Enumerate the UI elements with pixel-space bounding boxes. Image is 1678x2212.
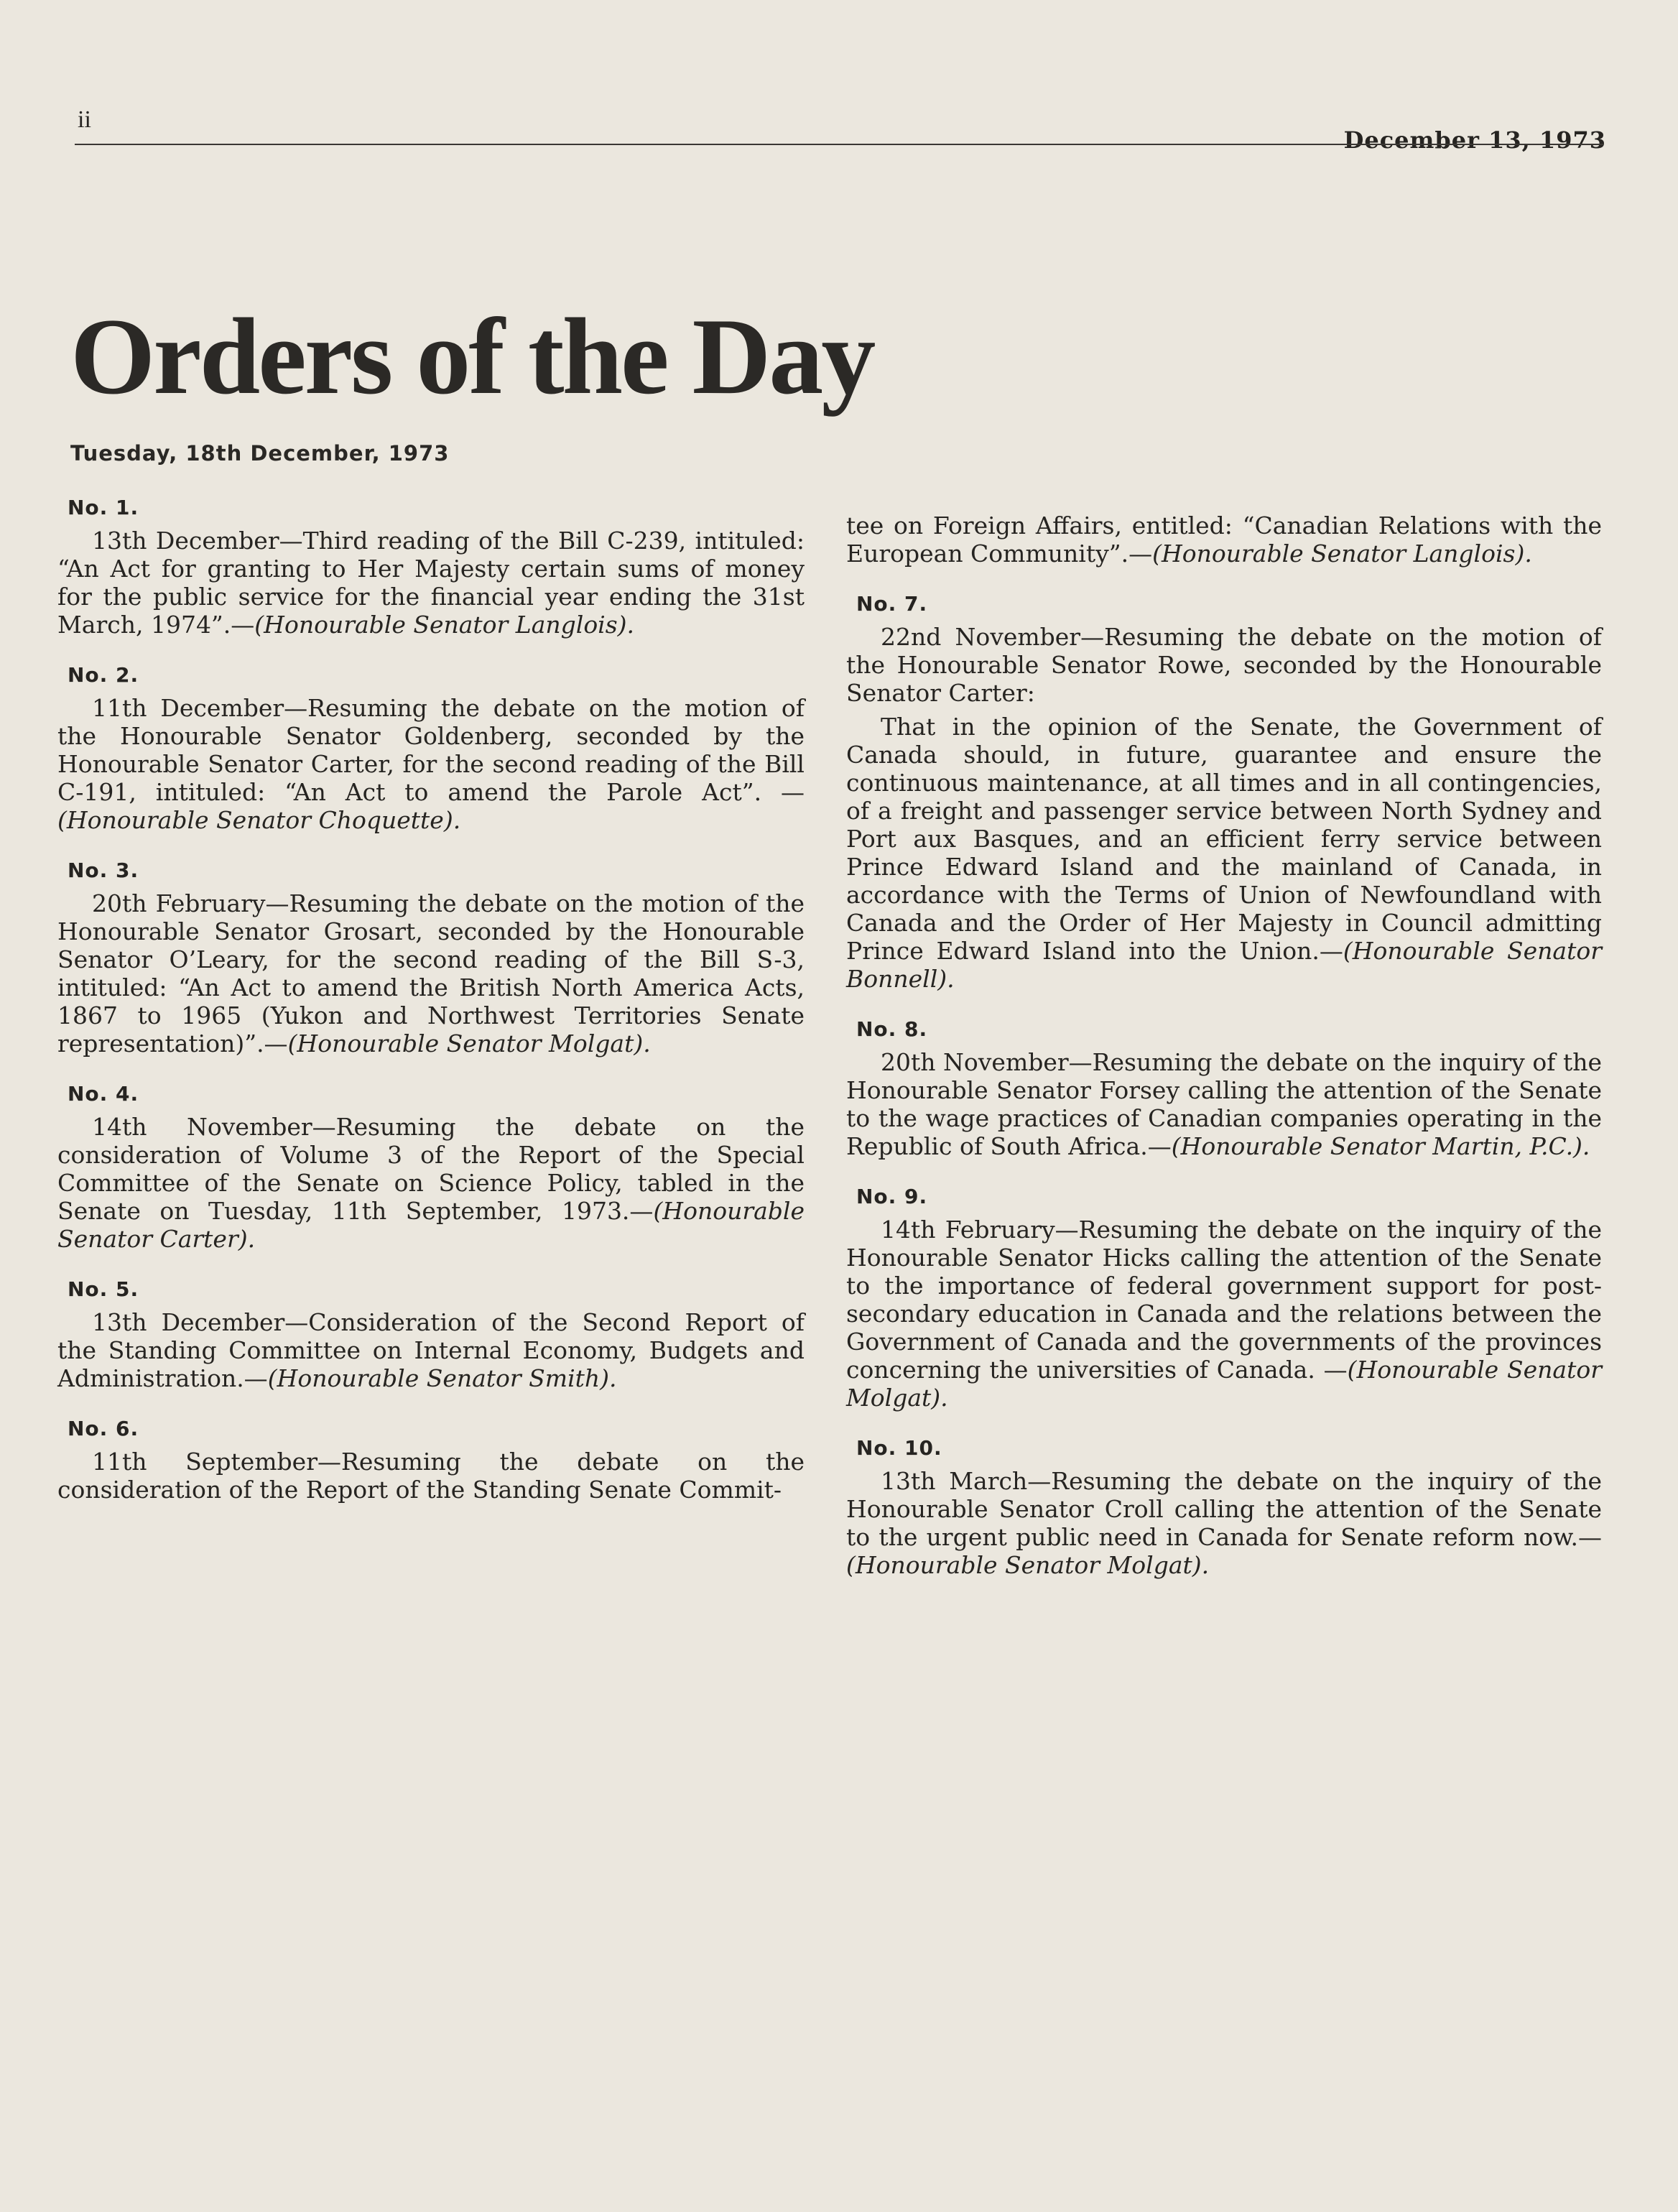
order-item: [57, 496, 805, 639]
order-text: 14th February—Resuming the debate on the inquiry of the Honourable Senator Hicks calling the attention of the Senate to the importance of federal government support for post-secondary education in Canada and the relations between the Government of Canada and the governments of the provinces concerning the universities of Canada. —(Honourable Senator Molgat).: [846, 1216, 1602, 1412]
motion-text: That in the opinion of the Senate, the Government of Canada should, in future, guarantee and ensure the continuous maintenance, at all times and in all contingencies, of a freight and passenger service between North Sydney and Port aux Basques, and an efficient ferry service between Prince Edward Island and the mainland of Canada, in accordance with the Terms of Union of Newfoundland with Canada and the Order of Her Majesty in Council admitting Prince Edward Island into the Union.—(Honourable Senator Bonnell).: [846, 713, 1602, 993]
order-item: [846, 1436, 1602, 1579]
order-mover: (Honourable Senator Molgat).: [846, 1356, 1602, 1412]
order-mover: (Honourable Senator Smith).: [267, 1364, 617, 1392]
order-item: [57, 663, 805, 834]
order-text: 20th February—Resuming the debate on the motion of the Honourable Senator Grosart, seconded by the Honourable Senator O’Leary, for the second reading of the Bill S-3, intituled: “An Act to amend the British North America Acts, 1867 to 1965 (Yukon and Northwest Territories Senate representation)”.—(Honourable Senator Molgat).: [57, 889, 805, 1058]
order-number: No. 1.: [68, 496, 139, 519]
page-title: Orders of the Day: [70, 296, 874, 417]
order-item: [57, 1277, 805, 1392]
order-mover: (Honourable Senator Bonnell).: [846, 937, 1602, 993]
left-column: [57, 496, 805, 1528]
order-text: 11th December—Resuming the debate on the motion of the Honourable Senator Goldenberg, seconded by the Honourable Senator Carter, for the second reading of the Bill C-191, intituled: “An Act to amend the Parole Act”. —(Honourable Senator Choquette).: [57, 694, 805, 834]
order-number: No. 7.: [856, 592, 928, 616]
order-item: [846, 592, 1602, 993]
order-number: No. 9.: [856, 1185, 928, 1208]
page-number: ii: [78, 106, 91, 133]
order-number: No. 6.: [68, 1417, 139, 1440]
right-column: [846, 512, 1602, 1604]
order-number: No. 5.: [68, 1277, 139, 1301]
order-number: No. 8.: [856, 1017, 928, 1041]
order-mover: (Honourable Senator Molgat).: [287, 1029, 651, 1058]
order-text: 22nd November—Resuming the debate on the motion of the Honourable Senator Rowe, seconded by the Honourable Senator Carter:: [846, 623, 1602, 707]
order-mover: (Honourable Senator Langlois).: [254, 611, 635, 639]
page-date: December 13, 1973: [1343, 126, 1606, 154]
order-number: No. 4.: [68, 1082, 139, 1106]
order-number: No. 2.: [68, 663, 139, 687]
order-item: [846, 1017, 1602, 1160]
order-mover: (Honourable Senator Carter).: [57, 1197, 805, 1253]
order-text: 13th December—Third reading of the Bill C-239, intituled: “An Act for granting to Her Majesty certain sums of money for the public service for the financial year ending the 31st March, 1974”.—(Honourable Senator Langlois).: [57, 527, 805, 639]
sitting-date: Tuesday, 18th December, 1973: [70, 441, 450, 466]
order-mover: (Honourable Senator Martin, P.C.).: [1171, 1132, 1590, 1160]
header-rule: [75, 144, 1603, 145]
order-mover: (Honourable Senator Molgat).: [846, 1551, 1210, 1579]
order-text: 20th November—Resuming the debate on the inquiry of the Honourable Senator Forsey calling the attention of the Senate to the wage practices of Canadian companies operating in the Republic of South Africa.—(Honourable Senator Martin, P.C.).: [846, 1048, 1602, 1160]
order-mover: (Honourable Senator Choquette).: [57, 806, 461, 834]
order-text: 13th March—Resuming the debate on the inquiry of the Honourable Senator Croll calling the attention of the Senate to the urgent public need in Canada for Senate reform now.—(Honourable Senator Molgat).: [846, 1467, 1602, 1579]
order-item: [57, 1417, 805, 1504]
order-number: No. 3.: [68, 859, 139, 882]
order-item-continued: [846, 512, 1602, 568]
order-item: [57, 1082, 805, 1253]
order-item: [846, 1185, 1602, 1412]
order-item: [57, 859, 805, 1058]
order-text: 11th September—Resuming the debate on the consideration of the Report of the Standing Senate Commit-: [57, 1448, 805, 1504]
order-text: 14th November—Resuming the debate on the consideration of Volume 3 of the Report of the Special Committee of the Senate on Science Policy, tabled in the Senate on Tuesday, 11th September, 1973.—(Honourable Senator Carter).: [57, 1113, 805, 1253]
order-number: No. 10.: [856, 1436, 942, 1460]
order-mover: (Honourable Senator Langlois).: [1152, 540, 1532, 568]
order-text: tee on Foreign Affairs, entitled: “Canadian Relations with the European Community”.—(Honourable Senator Langlois).: [846, 512, 1602, 568]
order-text: 13th December—Consideration of the Second Report of the Standing Committee on Internal Economy, Budgets and Administration.—(Honourable Senator Smith).: [57, 1308, 805, 1392]
